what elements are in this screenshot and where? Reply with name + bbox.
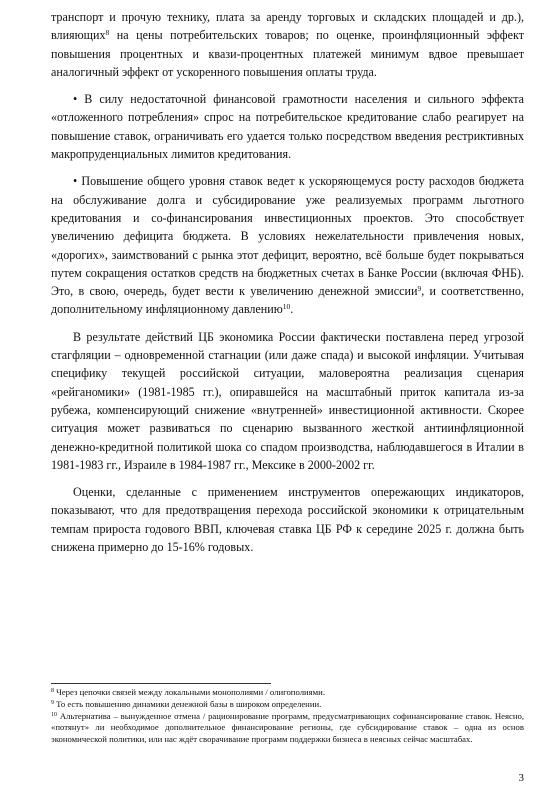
footnote-8 — [51, 687, 524, 699]
page-number: 3 — [518, 772, 524, 784]
footnote-number: 8 — [51, 688, 54, 694]
footnote-ref-9[interactable]: 9 — [417, 284, 422, 294]
footnote-ref-10[interactable]: 10 — [282, 302, 291, 312]
footnote-text: Через цепочки связей между локальными монополиями / олигополиями. — [54, 687, 325, 697]
paragraph-text: • Повышение общего уровня ставок ведет к ускоряющемуся росту расходов бюджета на обслуживание долга и субсидирование уже реализуемых программ льготного кредитования и со-финансирования инвестиционных проектов. Это способствует увеличению дефицита бюджета. В условиях нежелательности привлечения новых, «дорогих», заимствований с рынка этот дефицит, вероятно, всё больше будет покрываться путем сокращения остатков средств на бюджетных счетах в Банке России (включая ФНБ). Это, в свою, очередь, будет вести к увеличению денежной эмиссии — [51, 174, 524, 299]
paragraph-text: , и соответственно, дополнительному инфляционному давлению — [51, 284, 524, 317]
footnote-10 — [51, 711, 524, 746]
paragraph-text: . — [290, 302, 294, 317]
footnote-separator — [51, 683, 271, 684]
paragraph-4: В результате действий ЦБ экономика России фактически поставлена перед угрозой стагфляции – одновременной стагнации (или даже спада) и высокой инфляции. Учитывая специфику текущей российской ситуации, маловероятна реализация сценария «рейганомики» (1981-1985 гг.), опиравшейся на масштабный приток капитала из-за рубежа, компенсирующий снижение «внутренней» инвестиционной активности. Скорее ситуация может развиваться по сценарию вызванного жесткой антиинфляционной денежно-кредитной политикой шока со спадом производства, наблюдавшегося в Италии в 1981-1983 гг., Израиле в 1984-1987 гг., Мексике в 2000-2002 гг. — [51, 329, 524, 472]
footnote-number: 9 — [51, 699, 54, 706]
paragraph-1 — [51, 8, 524, 81]
footnote-number: 10 — [51, 711, 57, 718]
footnote-text: То есть повышению динамики денежной базы в широком определении. — [54, 698, 322, 709]
footnotes — [51, 687, 524, 746]
footnote-9 — [51, 699, 524, 711]
bullet-paragraph-1: • В силу недостаточной финансовой грамотности населения и сильного эффекта «отложенного потребления» спрос на потребительское кредитование слабо реагирует на повышение ставок, ограничивать его удается только посредством введения рестриктивных макропруденциальных лимитов кредитования. — [51, 92, 524, 162]
footnote-text: Альтернатива – вынужденное отмена / рационирование программ, предусматривающих софинансирование ставок. Неясно, «потянут» ли необходимое дополнительное финансирование регионы, где субсидирование ставок – одна из основ экономической политики, или нас ждёт сворачивание программ поддержки бизнеса в неясных сейчас масштабах. — [51, 710, 524, 745]
footnote-ref-8[interactable]: 8 — [105, 28, 110, 38]
bullet-paragraph-2 — [51, 172, 524, 318]
body-text — [51, 8, 524, 556]
paragraph-5: Оценки, сделанные с применением инструментов опережающих индикаторов, показывают, что для предотвращения перехода российской экономики к отрицательным темпам прироста годового ВВП, ключевая ставка ЦБ РФ к середине 2025 г. должна быть снижена примерно до 15-16% годовых. — [51, 485, 524, 555]
paragraph-text: транспорт и прочую технику, плата за аренду торговых и складских площадей и др.), влияющих — [51, 10, 524, 43]
paragraph-text: на цены потребительских товаров; по оценке, проинфляционный эффект повышения процентных и квази-процентных платежей минимум вдвое превышает аналогичный эффект от ускоренного повышения оплаты труда. — [51, 28, 524, 79]
